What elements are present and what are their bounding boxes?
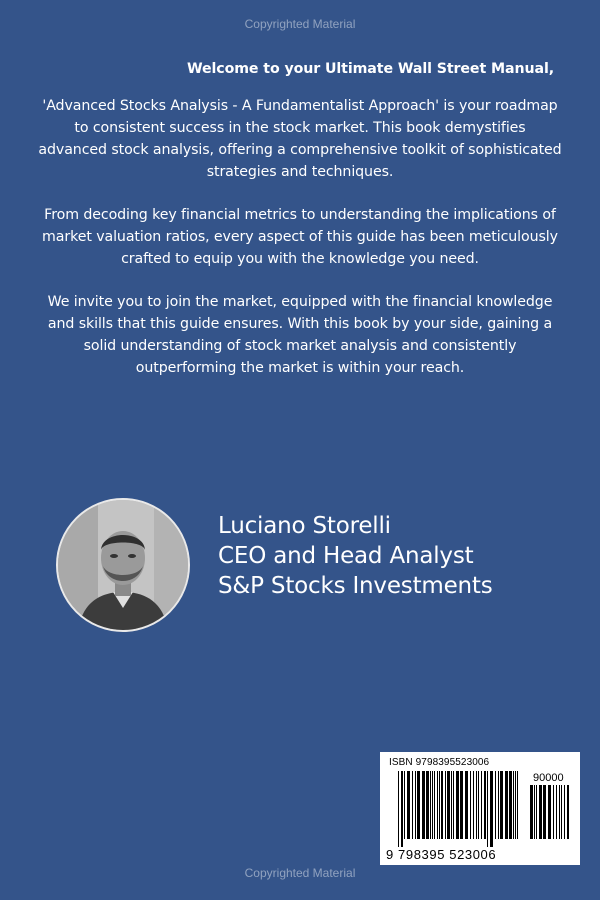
barcode-bar	[553, 785, 554, 839]
barcode-bar	[434, 771, 435, 839]
barcode-bar	[415, 771, 416, 839]
barcode-bar	[465, 771, 468, 839]
barcode-bar	[473, 771, 474, 839]
back-cover-blurb	[38, 58, 562, 400]
author-photo	[56, 498, 190, 632]
barcode-digits: 9 798395 523006	[386, 847, 497, 862]
barcode-bar	[398, 771, 399, 847]
barcode-bar	[401, 771, 403, 847]
barcode-bar	[543, 785, 546, 839]
barcode-bar	[536, 785, 537, 839]
barcode-bar	[404, 771, 405, 839]
isbn-barcode	[380, 752, 580, 865]
barcode-bar	[430, 771, 431, 839]
author-name: Luciano Storelli	[218, 513, 391, 539]
barcode-bar	[548, 785, 551, 839]
barcode-bar	[447, 771, 450, 839]
barcode-bar	[412, 771, 413, 839]
barcode-bar	[567, 785, 569, 839]
author-info	[218, 511, 493, 601]
barcode-bar	[490, 771, 493, 847]
barcode-bar	[441, 771, 443, 839]
barcode-bar	[478, 771, 479, 839]
barcode-bar	[481, 771, 482, 839]
barcode-bar	[559, 785, 560, 839]
watermark-bottom: Copyrighted Material	[244, 866, 356, 880]
author-role: CEO and Head Analyst	[218, 543, 474, 569]
barcode-bar	[439, 771, 440, 839]
barcode-bar	[437, 771, 438, 839]
barcode-bar	[451, 771, 452, 839]
isbn-label: ISBN 9798395523006	[389, 757, 490, 768]
barcode-bar	[422, 771, 425, 839]
author-portrait-icon	[58, 500, 188, 630]
barcode-bar	[470, 771, 471, 839]
barcode-bar	[484, 771, 486, 839]
barcode-bar	[513, 771, 514, 839]
barcode-bar	[460, 771, 463, 839]
barcode-bar	[561, 785, 562, 839]
barcode-bar	[509, 771, 512, 839]
barcode-bar	[495, 771, 496, 839]
blurb-paragraph-1: 'Advanced Stocks Analysis - A Fundamentalist Approach' is your roadmap to consistent success in the stock market. This book demystifies advanced stock analysis, offering a comprehensive toolkit of sophisticated strategies and techniques.	[38, 98, 562, 180]
barcode-bar	[530, 785, 533, 839]
barcode-bar	[417, 771, 420, 839]
blurb-paragraph-3: We invite you to join the market, equipped with the financial knowledge and skills that this guide ensures. With this book by your side, gaining a solid understanding of stock market analysis and consistently outperforming the market is within your reach.	[47, 294, 553, 376]
barcode-bar	[564, 785, 565, 839]
blurb-paragraph-2: From decoding key financial metrics to understanding the implications of market valuation ratios, every aspect of this guide has been meticulously crafted to equip you with the knowledge you need.	[42, 207, 558, 267]
barcode-bar	[476, 771, 477, 839]
barcode-bars-main	[398, 771, 520, 847]
barcode-addon-number: 90000	[533, 772, 564, 784]
barcode-bar	[498, 771, 499, 839]
barcode-bar	[556, 785, 557, 839]
barcode-bar	[539, 785, 542, 839]
barcode-bar	[500, 771, 503, 839]
author-company: S&P Stocks Investments	[218, 573, 493, 599]
barcode-bar	[445, 771, 446, 839]
barcode-bar	[456, 771, 459, 839]
barcode-bar	[453, 771, 454, 839]
barcode-bar	[515, 771, 516, 839]
barcode-bar	[534, 785, 535, 839]
barcode-bar	[432, 771, 433, 839]
barcode-bar	[505, 771, 508, 839]
watermark-top: Copyrighted Material	[244, 17, 356, 31]
barcode-bar	[487, 771, 488, 847]
barcode-bar	[517, 771, 518, 839]
barcode-bars-addon	[530, 785, 572, 847]
barcode-bar	[407, 771, 410, 839]
welcome-heading: Welcome to your Ultimate Wall Street Manual,	[186, 61, 554, 77]
barcode-bar	[426, 771, 429, 839]
